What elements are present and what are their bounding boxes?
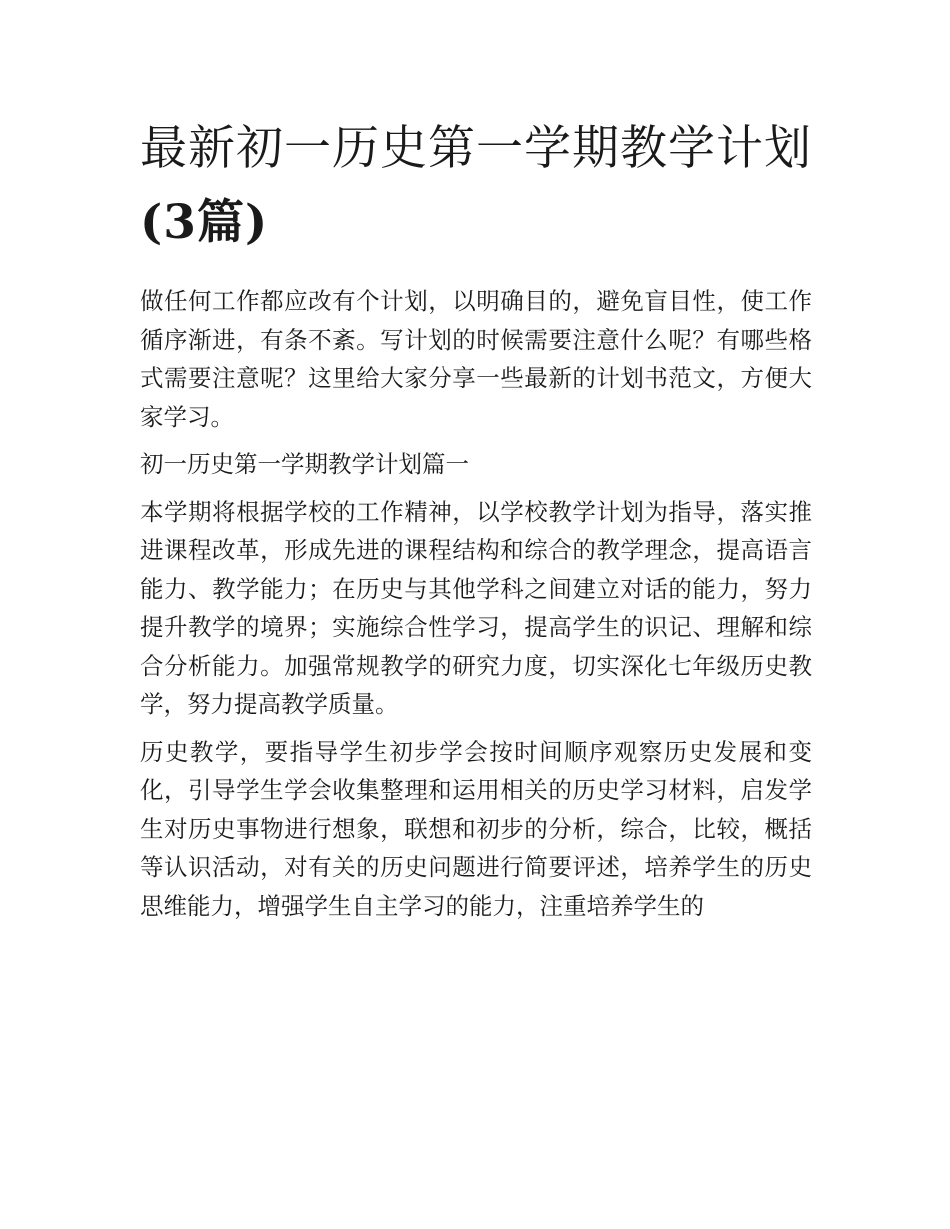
body-paragraph-2: 历史教学，要指导学生初步学会按时间顺序观察历史发展和变化，引导学生学会收集整理和运用相关的历史学习材料，启发学生对历史事物进行想象，联想和初步的分析，综合，比较，概括等认识活动，对有关的历史问题进行简要评述，培养学生的历史思维能力，增强学生自主学习的能力，注重培养学生的 (140, 737, 812, 920)
title-suffix: (3篇) (140, 195, 269, 250)
intro-paragraph: 做任何工作都应改有个计划，以明确目的，避免盲目性，使工作循序渐进，有条不紊。写计划的时候需要注意什么呢？有哪些格式需要注意呢？这里给大家分享一些最新的计划书范文，方便大家学习。 (140, 287, 812, 431)
body-paragraph-1: 本学期将根据学校的工作精神，以学校教学计划为指导，落实推进课程改革，形成先进的课程结构和综合的教学理念，提高语言能力、教学能力；在历史与其他学科之间建立对话的能力，努力提升教学的境界；实施综合性学习，提高学生的识记、理解和综合分析能力。加强常规教学的研究力度，切实深化七年级历史教学，努力提高教学质量。 (140, 497, 812, 718)
title-main: 最新初一历史第一学期教学计划 (140, 121, 812, 176)
document-title (140, 112, 812, 260)
section-heading: 初一历史第一学期教学计划篇一 (140, 450, 469, 478)
document-body (140, 112, 812, 925)
